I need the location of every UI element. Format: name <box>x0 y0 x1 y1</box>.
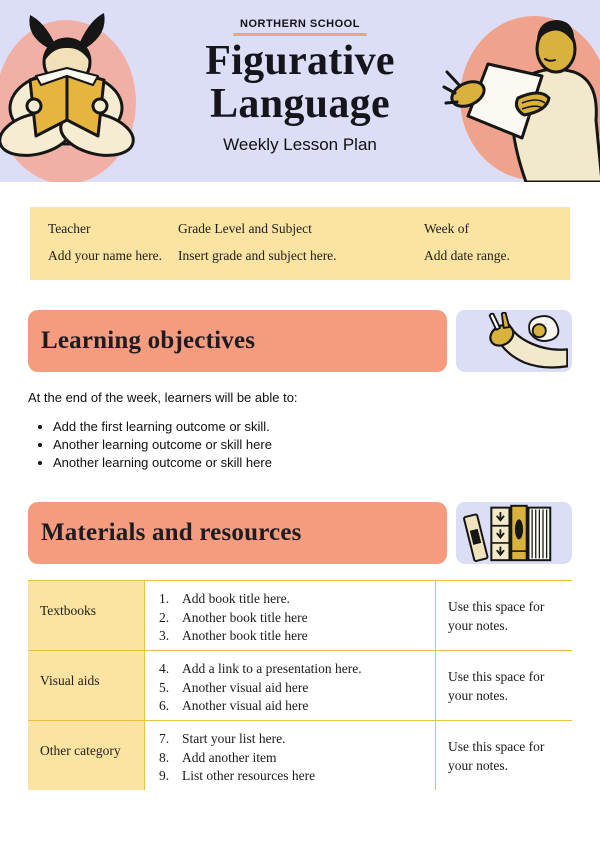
teacher-illustration-box <box>456 310 572 372</box>
item-text: List other resources here <box>182 768 316 783</box>
grade-subject-value-placeholder: Insert grade and subject here. <box>178 248 337 263</box>
grade-subject-field <box>178 221 424 264</box>
teacher-field <box>48 221 178 264</box>
teacher-info-bar <box>30 207 570 280</box>
item-text: Another visual aid here <box>182 698 309 713</box>
row-category-cell: Visual aids <box>28 651 145 720</box>
list-item <box>159 730 427 749</box>
week-of-value-placeholder: Add date range. <box>424 248 510 263</box>
list-item <box>159 767 427 786</box>
item-number: 8. <box>159 749 170 765</box>
item-number: 6. <box>159 698 170 713</box>
books-illustration-box <box>456 502 572 564</box>
page-title-line1: Figurative <box>205 38 395 84</box>
header-banner <box>0 0 600 182</box>
learning-objectives-header-row <box>28 310 572 372</box>
list-item <box>159 627 427 646</box>
item-number: 4. <box>159 661 170 676</box>
page-subtitle: Weekly Lesson Plan <box>223 135 377 154</box>
item-number: 2. <box>159 609 170 625</box>
row-items-cell <box>145 581 435 650</box>
objective-item: Add the first learning outcome or skill. <box>28 418 572 436</box>
item-number: 3. <box>159 628 170 643</box>
school-name: NORTHERN SCHOOL <box>240 18 360 30</box>
row-items-cell <box>145 651 435 720</box>
row-notes-cell: Use this space for your notes. <box>435 721 572 790</box>
table-row <box>28 580 572 650</box>
list-item <box>159 590 427 609</box>
book-spines-illustration <box>462 504 566 562</box>
row-notes-cell: Use this space for your notes. <box>435 581 572 650</box>
list-item <box>159 697 427 716</box>
materials-heading-box <box>28 502 447 564</box>
item-text: Another book title here <box>182 628 308 643</box>
objectives-intro-text: At the end of the week, learners will be able to: <box>28 390 298 405</box>
materials-table <box>28 580 572 790</box>
item-number: 7. <box>159 731 170 746</box>
row-items-cell <box>145 721 435 790</box>
table-row <box>28 650 572 720</box>
grade-subject-label: Grade Level and Subject <box>178 221 312 236</box>
item-number: 9. <box>159 768 170 783</box>
week-of-field <box>424 221 552 264</box>
objectives-list <box>28 418 572 472</box>
teacher-label: Teacher <box>48 221 91 236</box>
page-title <box>0 40 600 126</box>
teacher-raised-hand-illustration <box>460 312 568 370</box>
item-text: Another book title here <box>182 609 308 625</box>
list-item <box>159 609 427 628</box>
item-text: Add another item <box>182 749 277 765</box>
row-notes-cell: Use this space for your notes. <box>435 651 572 720</box>
learning-objectives-heading: Learning objectives <box>41 327 256 354</box>
objective-item: Another learning outcome or skill here <box>28 454 572 472</box>
materials-heading: Materials and resources <box>41 519 302 546</box>
week-of-label: Week of <box>424 221 470 236</box>
item-text: Add book title here. <box>182 591 290 606</box>
item-text: Another visual aid here <box>182 679 309 695</box>
item-number: 1. <box>159 591 170 606</box>
list-item <box>159 679 427 698</box>
list-item <box>159 660 427 679</box>
school-name-underline <box>233 33 367 36</box>
objective-item: Another learning outcome or skill here <box>28 436 572 454</box>
row-category-cell: Other category <box>28 721 145 790</box>
teacher-value-placeholder: Add your name here. <box>48 248 162 263</box>
item-text: Add a link to a presentation here. <box>182 661 362 676</box>
item-text: Start your list here. <box>182 731 286 746</box>
page-title-line2: Language <box>210 81 390 127</box>
list-item <box>159 749 427 768</box>
row-category-cell: Textbooks <box>28 581 145 650</box>
materials-header-row <box>28 502 572 564</box>
item-number: 5. <box>159 679 170 695</box>
learning-objectives-heading-box <box>28 310 447 372</box>
table-row <box>28 720 572 790</box>
